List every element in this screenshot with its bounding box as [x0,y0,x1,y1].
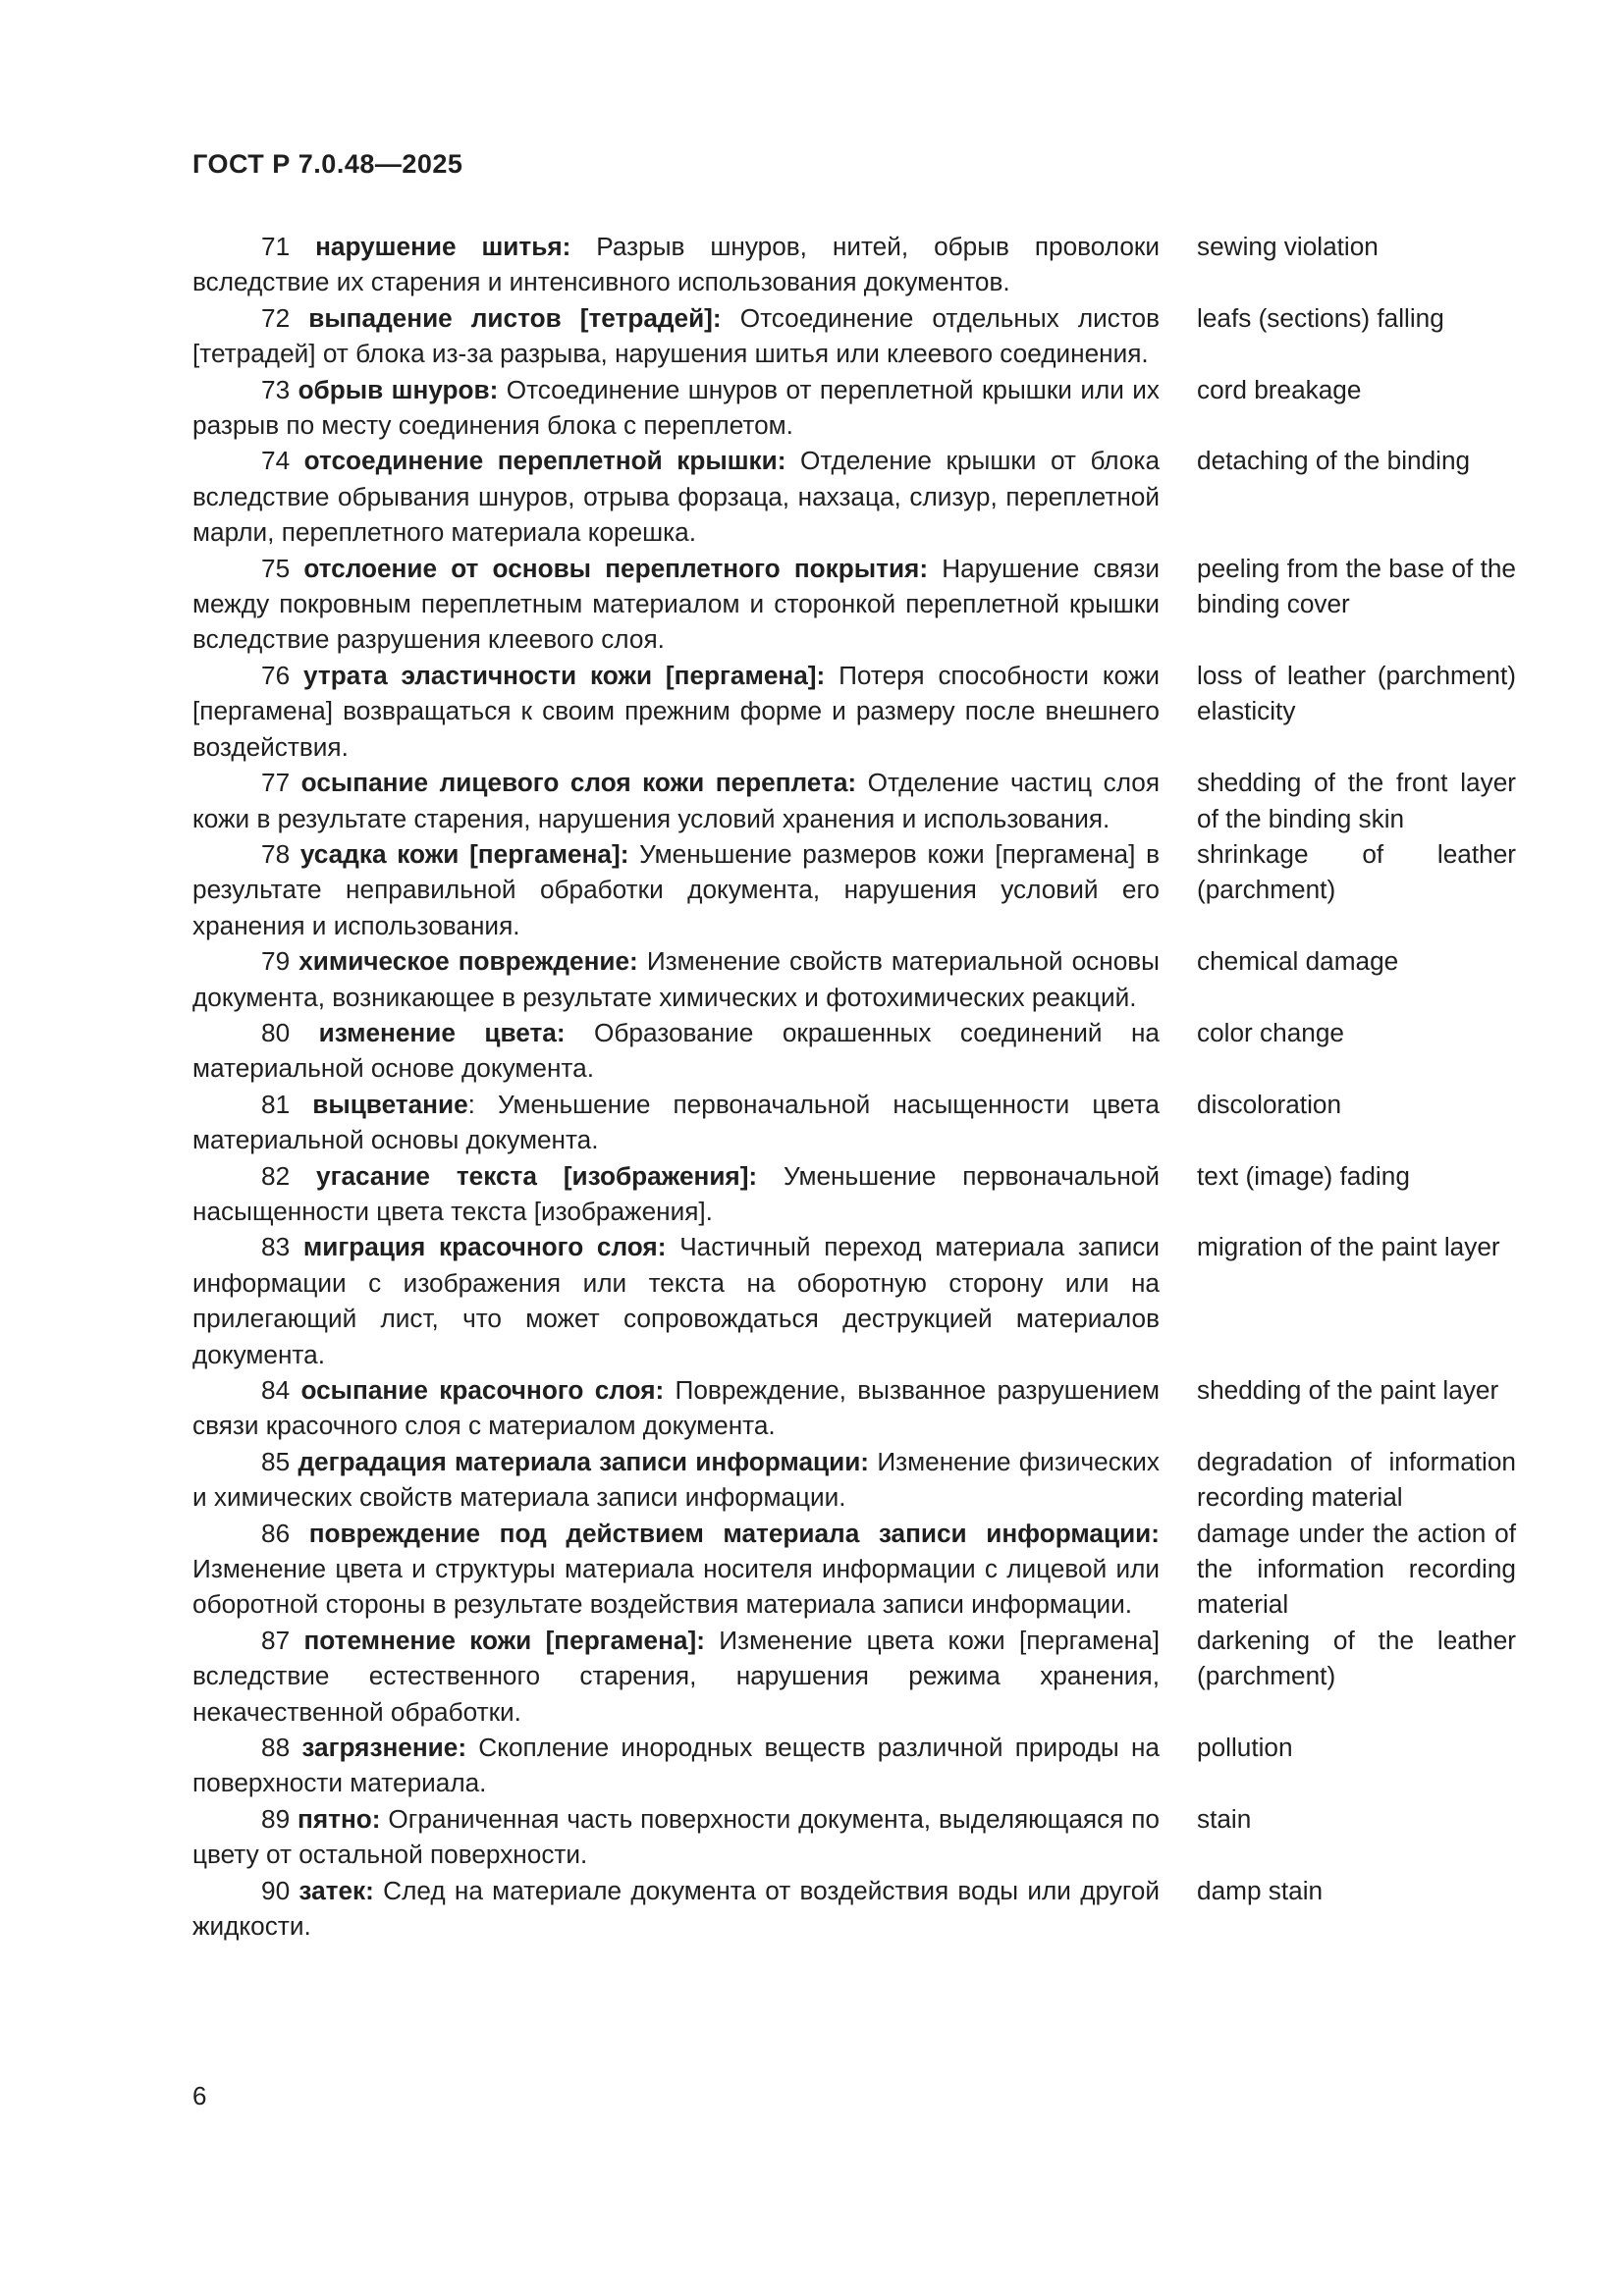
term-definition: След на материале документа от воздействия воды или другой жидкости. [192,1875,1161,1942]
term-definition-block [192,372,1160,444]
english-equivalent: color change [1197,1017,1344,1047]
term-name: отслоение от основы переплетного покрытия: [303,553,929,583]
english-equivalent: chemical damage [1197,946,1399,977]
term-name: загрязнение: [301,1733,467,1763]
term-entry [192,300,1516,372]
term-definition-block [192,1623,1160,1730]
term-definition: Уменьшение первоначальной насыщенности цвета текста [изображения]. [192,1160,1160,1226]
term-number: 71 [261,232,291,261]
term-number: 76 [261,660,291,690]
term-number: 77 [261,768,291,798]
term-number: 85 [261,1446,291,1476]
english-equivalent: migration of the paint layer [1197,1232,1500,1262]
term-name: потемнение кожи [пергамена]: [303,1625,705,1655]
term-entry [192,1623,1516,1730]
term-definition: Отсоединение шнуров от переплетной крышки или их разрыв по месту соединения блока с переплетом. [192,374,1160,441]
english-equivalent: peeling from the base of the binding cover [1197,553,1516,619]
term-name: осыпание лицевого слоя кожи переплета: [300,768,857,798]
term-definition-block [192,765,1160,836]
term-definition: Скопление инородных веществ различной природы на поверхности материала. [192,1733,1160,1798]
term-name: повреждение под действием материала записи информации: [308,1518,1160,1548]
term-number: 73 [261,374,291,404]
term-definition: Изменение физических и химических свойств материала записи информации. [192,1446,1160,1513]
term-number: 90 [261,1875,291,1905]
term-entry [192,1873,1516,1945]
term-definition: Отсоединение отдельных листов [тетрадей] от блока из-за разрыва, нарушения шитья или клеевого соединения. [192,302,1161,369]
term-definition: Отделение крышки от блока вследствие обрывания шнуров, отрыва форзаца, нахзаца, слизур, переплетной марли, переплетного материала корешка. [192,446,1161,548]
page-number: 6 [192,2081,207,2110]
term-name: химическое повреждение: [298,946,638,977]
english-equivalent: shedding of the front layer of the binding skin [1197,768,1516,833]
english-equivalent: darkening of the leather (parchment) [1197,1625,1516,1691]
english-equivalent: degradation of information recording material [1197,1446,1516,1513]
term-number: 80 [261,1017,291,1047]
term-entry [192,1801,1516,1873]
term-number: 87 [261,1625,291,1655]
term-entry [192,658,1516,765]
english-equivalent: stain [1197,1803,1252,1834]
term-definition-block [192,836,1160,943]
term-definition-block [192,1087,1160,1158]
term-number: 81 [261,1089,291,1119]
term-entry [192,551,1516,658]
term-entry [192,943,1516,1015]
term-name: усадка кожи [пергамена]: [299,838,629,869]
term-definition: Изменение цвета и структуры материала носителя информации с лицевой или оборотной стороны в результате воздействия материала записи информации. [192,1554,1160,1620]
english-equivalent: loss of leather (parchment) elasticity [1197,660,1516,726]
term-entry [192,1516,1516,1623]
document-header: ГОСТ Р 7.0.48—2025 [192,149,463,179]
term-definition: Образование окрашенных соединений на материальной основе документа. [192,1017,1160,1084]
term-entry [192,1229,1516,1372]
term-number: 86 [261,1518,291,1548]
term-number: 72 [261,302,291,333]
term-entry [192,1730,1516,1801]
term-definition: Уменьшение размеров кожи [пергамена] в результате неправильной обработки документа, нарушения условий его хранения и использования. [192,838,1160,940]
term-entry [192,765,1516,836]
english-equivalent: shrinkage of leather (parchment) [1197,838,1516,905]
terms-list [192,229,1516,1945]
term-entry [192,1087,1516,1158]
term-definition: Потеря способности кожи [пергамена] возвращаться к своим прежним форме и размеру после внешнего воздействия. [192,660,1160,762]
english-equivalent: leafs (sections) falling [1197,302,1444,333]
term-name: выпадение листов [тетрадей]: [308,302,722,333]
term-entry [192,1158,1516,1230]
term-definition: Нарушение связи между покровным переплетным материалом и сторонкой переплетной крышки вследствие разрушения клеевого слоя. [192,553,1160,655]
term-definition: Отделение частиц слоя кожи в результате старения, нарушения условий хранения и использования. [192,768,1161,833]
term-definition: Разрыв шнуров, нитей, обрыв проволоки вследствие их старения и интенсивного использования документов. [192,232,1160,297]
english-equivalent: text (image) fading [1197,1160,1410,1191]
term-entry [192,1372,1516,1444]
english-equivalent: sewing violation [1197,232,1379,261]
term-number: 82 [261,1160,291,1191]
term-name: изменение цвета: [318,1017,566,1047]
term-definition: Изменение свойств материальной основы документа, возникающее в результате химических и фотохимических реакций. [192,946,1160,1012]
term-definition-block [192,1229,1160,1372]
term-name: нарушение шитья: [315,232,571,261]
term-definition-block [192,229,1160,300]
term-definition-block [192,1158,1160,1230]
term-definition: Повреждение, вызванное разрушением связи красочного слоя с материалом документа. [192,1375,1161,1441]
english-equivalent: damp stain [1197,1875,1324,1905]
term-entry [192,372,1516,444]
term-number: 83 [261,1232,291,1262]
term-definition-block [192,943,1160,1015]
term-entry [192,1015,1516,1087]
term-definition-block [192,300,1160,372]
term-definition: Изменение цвета кожи [пергамена] вследствие естественного старения, нарушения режима хранения, некачественной обработки. [192,1625,1160,1727]
term-name: затек: [298,1875,374,1905]
term-definition-block [192,1516,1160,1623]
term-name: обрыв шнуров: [298,374,499,404]
term-name: деградация материала записи информации: [298,1446,870,1476]
term-entry [192,1444,1516,1516]
term-number: 89 [261,1803,291,1834]
term-name: пятно: [298,1803,381,1834]
english-equivalent: shedding of the paint layer [1197,1375,1499,1405]
term-definition-block [192,1372,1160,1444]
term-name: отсоединение переплетной крышки: [303,446,786,476]
term-entry [192,443,1516,550]
term-definition-block [192,1801,1160,1873]
term-name: миграция красочного слоя: [302,1232,667,1262]
term-name: угасание текста [изображения]: [316,1160,758,1191]
term-definition-block [192,443,1160,550]
term-entry [192,836,1516,943]
english-equivalent: discoloration [1197,1089,1342,1119]
term-definition-block [192,1444,1160,1516]
term-definition-block [192,1730,1160,1801]
english-equivalent: cord breakage [1197,374,1362,404]
term-entry [192,229,1516,300]
term-name: осыпание красочного слоя: [300,1375,665,1405]
term-number: 75 [261,553,291,583]
term-definition-block [192,1015,1160,1087]
english-equivalent: detaching of the binding [1197,446,1471,476]
term-name: утрата эластичности кожи [пергамена]: [302,660,826,690]
term-definition-block [192,551,1160,658]
term-number: 74 [261,446,291,476]
english-equivalent: damage under the action of the information recording material [1197,1518,1516,1620]
term-number: 79 [261,946,291,977]
term-number: 78 [261,838,291,869]
term-definition: Частичный переход материала записи информации с изображения или текста на оборотную сторону или на прилегающий лист, что может сопровождаться деструкцией материалов документа. [192,1232,1161,1369]
english-equivalent: pollution [1197,1733,1293,1763]
term-definition: : Уменьшение первоначальной насыщенности цвета материальной основы документа. [192,1089,1160,1155]
term-number: 88 [261,1733,291,1763]
term-name: выцветание [312,1089,468,1119]
term-definition-block [192,658,1160,765]
term-number: 84 [261,1375,291,1405]
term-definition-block [192,1873,1160,1945]
term-definition: Ограниченная часть поверхности документа, выделяющаяся по цвету от остальной поверхности. [192,1803,1160,1870]
